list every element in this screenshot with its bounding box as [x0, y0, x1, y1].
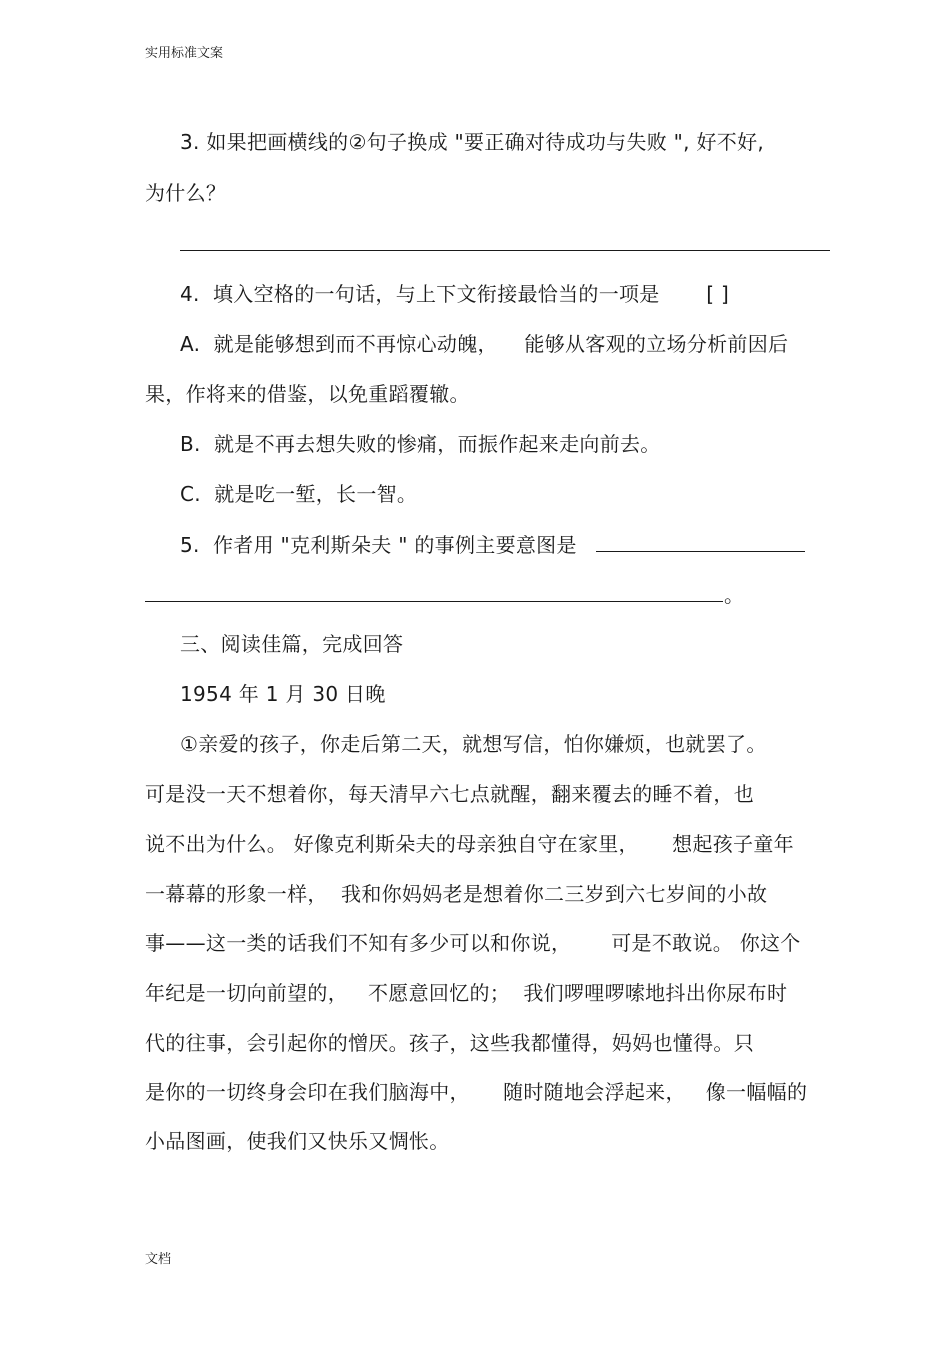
letter-date: 1954 年 1 月 30 日晚 — [180, 682, 386, 706]
question-4-stem: 4. 填入空格的一句话，与上下文衔接最恰当的一项是 [ ] — [180, 282, 730, 306]
option-a-line-1: A. 就是能够想到而不再惊心动魄， 能够从客观的立场分析前因后 — [180, 332, 789, 356]
page-footer: 文档 — [145, 1252, 172, 1267]
answer-line-q5-a — [596, 551, 805, 552]
question-3-line-1: 3. 如果把画横线的②句子换成 "要正确对待成功与失败 ", 好不好, — [180, 130, 765, 154]
option-c: C. 就是吃一堑，长一智。 — [180, 482, 418, 506]
question-3-line-2: 为什么？ — [145, 181, 227, 205]
answer-line-q5-b — [145, 601, 723, 602]
question-5-end-mark: 。 — [724, 583, 745, 607]
paragraph-line: 小品图画，使我们又快乐又惆怅。 — [145, 1129, 450, 1153]
paragraph-line: 是你的一切终身会印在我们脑海中， 随时随地会浮起来， 像一幅幅的 — [145, 1080, 808, 1104]
paragraph-line: 说不出为什么。 好像克利斯朵夫的母亲独自守在家里， 想起孩子童年 — [145, 832, 794, 856]
paragraph-line: 可是没一天不想着你，每天清早六七点就醒，翻来覆去的睡不着，也 — [145, 782, 754, 806]
option-b: B. 就是不再去想失败的惨痛，而振作起来走向前去。 — [180, 432, 661, 456]
option-a-line-2: 果，作将来的借鉴，以免重蹈覆辙。 — [145, 382, 470, 406]
paragraph-line: ①亲爱的孩子，你走后第二天，就想写信，怕你嫌烦，也就罢了。 — [180, 732, 767, 756]
paragraph-line: 年纪是一切向前望的， 不愿意回忆的； 我们啰哩啰嗦地抖出你尿布时 — [145, 981, 788, 1005]
paragraph-line: 一幕幕的形象一样， 我和你妈妈老是想着你二三岁到六七岁间的小故 — [145, 882, 768, 906]
paragraph-line: 事——这一类的话我们不知有多少可以和你说， 可是不敢说。 你这个 — [145, 931, 801, 955]
question-5-stem: 5. 作者用 "克利斯朵夫 " 的事例主要意图是 — [180, 533, 577, 557]
page-header: 实用标准文案 — [145, 46, 224, 61]
answer-line-q3 — [180, 250, 830, 251]
paragraph-line: 代的往事，会引起你的憎厌。孩子，这些我都懂得，妈妈也懂得。只 — [145, 1031, 754, 1055]
section-3-title: 三、阅读佳篇，完成回答 — [180, 632, 404, 656]
